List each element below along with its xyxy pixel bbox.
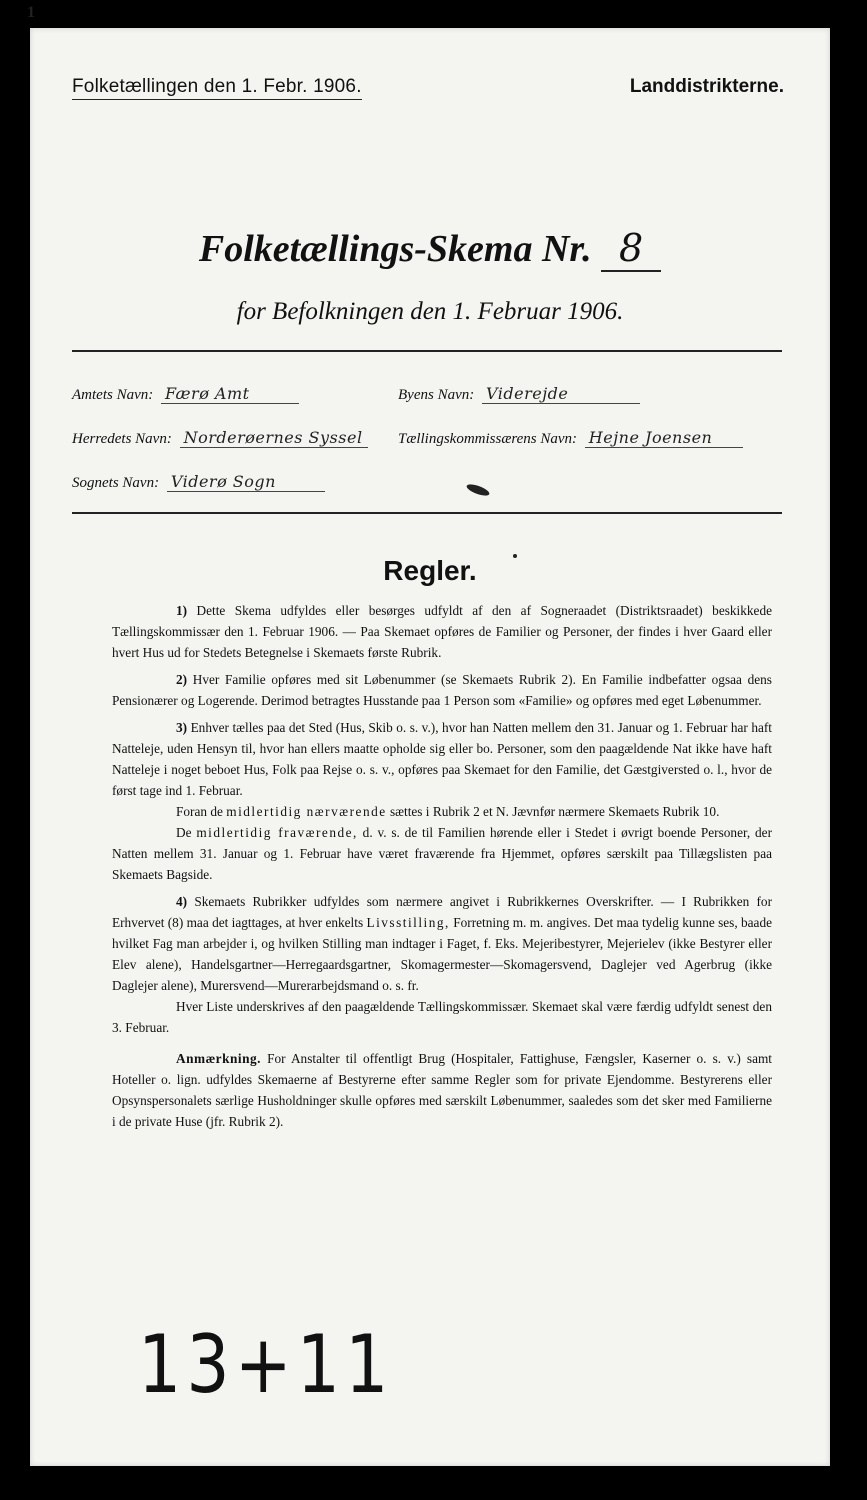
rules-heading: Regler. [383,555,477,586]
sogn-value: Viderø Sogn [167,472,325,492]
rules-body [112,600,772,1138]
field-by [398,384,640,404]
rule-2-number: 2) [176,672,188,687]
census-form-page [30,28,830,1466]
form-title [30,226,830,272]
rule-2-text: Hver Familie opføres med sit Løbenummer (se Skemaets Rubrik 2). En Familie indbefatter ogsaa dens Pensionærer og Logerende. Derimod betragtes Husstande paa 1 Person som «Familie» og opføres med eget Løbenummer. [112,672,772,708]
rule-1-text: Dette Skema udfyldes eller besørges udfyldt af den af Sogneraadet (Distriktsraadet) beskikkede Tællingskommissær den 1. Februar 1906. — Paa Skemaet opføres de Familier og Personer, der findes i hver Gaard eller hvert Hus ud for Stedets Betegnelse i Skemaets første Rubrik. [112,603,772,660]
rule-3-absent [112,822,772,885]
rule-4-number: 4) [176,894,188,909]
by-value: Viderejde [482,384,640,404]
rule-3-absent-pre: De [176,825,192,840]
form-number: 8 [601,226,661,272]
rule-3-text: Enhver tælles paa det Sted (Hus, Skib o. s. v.), hvor han Natten mellem den 31. Januar og 1. Februar har haft Natteleje, uden Hensyn til, hvor han ellers maatte opholde sig eller bo. Personer, som den paagældende Nat ikke have haft Natteleje i noget beboet Hus, Folk paa Rejse o. s. v., opføres paa Skemaet for den Familie, det Gæstgiversted o. l., hvor de først tage ind 1. Februar. [112,720,772,798]
ink-dot [513,554,517,558]
remark-text: For Anstalter til offentligt Brug (Hospitaler, Fattighuse, Fængsler, Kaserner o. s. v.) samt Hoteller o. lign. udfyldes Skemaerne af Bestyrerne efter samme Regler som for private Ejendomme. Bestyrerens eller Opsynspersonalets særlige Husholdninger skulle opføres med særskilt Løbenummer, saaledes som det sker med Familierne i de private Huse (jfr. Rubrik 2). [112,1051,773,1129]
rule-4-post: Forretning m. m. angives. Det maa tydelig kunne ses, baade hvilket Fag man arbejder i, og hvilken Stilling man indtager i Faget, f. Eks. Mejeribestyrer, Mejerielev (ikke Bestyrer eller Elev alene), Handelsgartner—Herregaardsgartner, Skomagermester—Skomagersvend, Daglejer ved Agerbrug (ikke Daglejer alene), Murersvend—Murerarbejdsmand o. s. fr. [112,915,772,993]
amt-value: Færø Amt [161,384,299,404]
rule-4-pre: Skemaets Rubrikker udfyldes som nærmere angivet i Rubrikkernes Overskrifter. — I Rubrikken for Erhvervet (8) maa det iagttages, at hver enkelts [112,894,772,930]
field-amt [72,384,299,404]
field-herred [72,428,368,448]
rule-4-signature [112,996,772,1038]
ink-blot [465,482,490,498]
divider-bottom [72,512,782,514]
corner-mark: 1 [27,4,35,21]
field-kommissaer [398,428,743,448]
rule-3-number: 3) [176,720,188,735]
field-sogn [72,472,325,492]
by-label: Byens Navn: [398,387,475,403]
rule-3-present [112,801,772,822]
herred-value: Norderøernes Syssel [180,428,368,448]
sogn-label: Sognets Navn: [72,475,160,491]
rule-3-absent-post: d. v. s. de til Familien hørende eller i Stedet i øvrigt boende Personer, der Natten mellem 31. Januar og 1. Februar have været fraværende fra Hjemmet, opføres særskilt paa Tillægslisten paa Skemaets Bagside. [112,825,772,882]
rule-3-present-pre: Foran de [176,804,223,819]
remark-label: Anmærkning. [176,1051,261,1066]
kommissaer-value: Hejne Joensen [585,428,743,448]
divider-top [72,350,782,352]
rule-4-emph: Livsstilling, [366,915,450,930]
rule-1 [112,600,772,663]
header-district-type: Landdistrikterne. [629,76,784,97]
rule-4 [112,891,772,996]
form-title-text: Folketællings-Skema Nr. [198,228,592,270]
rule-4-signature-text: Hver Liste underskrives af den paagældende Tællingskommissær. Skemaet skal være færdig udfyldt senest den 3. Februar. [112,999,772,1035]
rule-3-present-post: sættes i Rubrik 2 et N. Jævnfør nærmere Skemaets Rubrik 10. [389,804,720,819]
form-subtitle: for Befolkningen den 1. Februar 1906. [236,298,624,325]
rule-3-present-emph: midlertidig nærværende [226,804,387,819]
header-census-date: Folketællingen den 1. Febr. 1906. [72,76,362,100]
amt-label: Amtets Navn: [72,387,154,403]
kommissaer-label: Tællingskommissærens Navn: [398,431,578,447]
rule-3 [112,717,772,801]
remark [112,1048,772,1132]
handwritten-note: 13+11 [138,1318,394,1411]
rule-2 [112,669,772,711]
rule-1-number: 1) [176,603,188,618]
rule-3-absent-emph: midlertidig fraværende, [196,825,358,840]
herred-label: Herredets Navn: [72,431,172,447]
